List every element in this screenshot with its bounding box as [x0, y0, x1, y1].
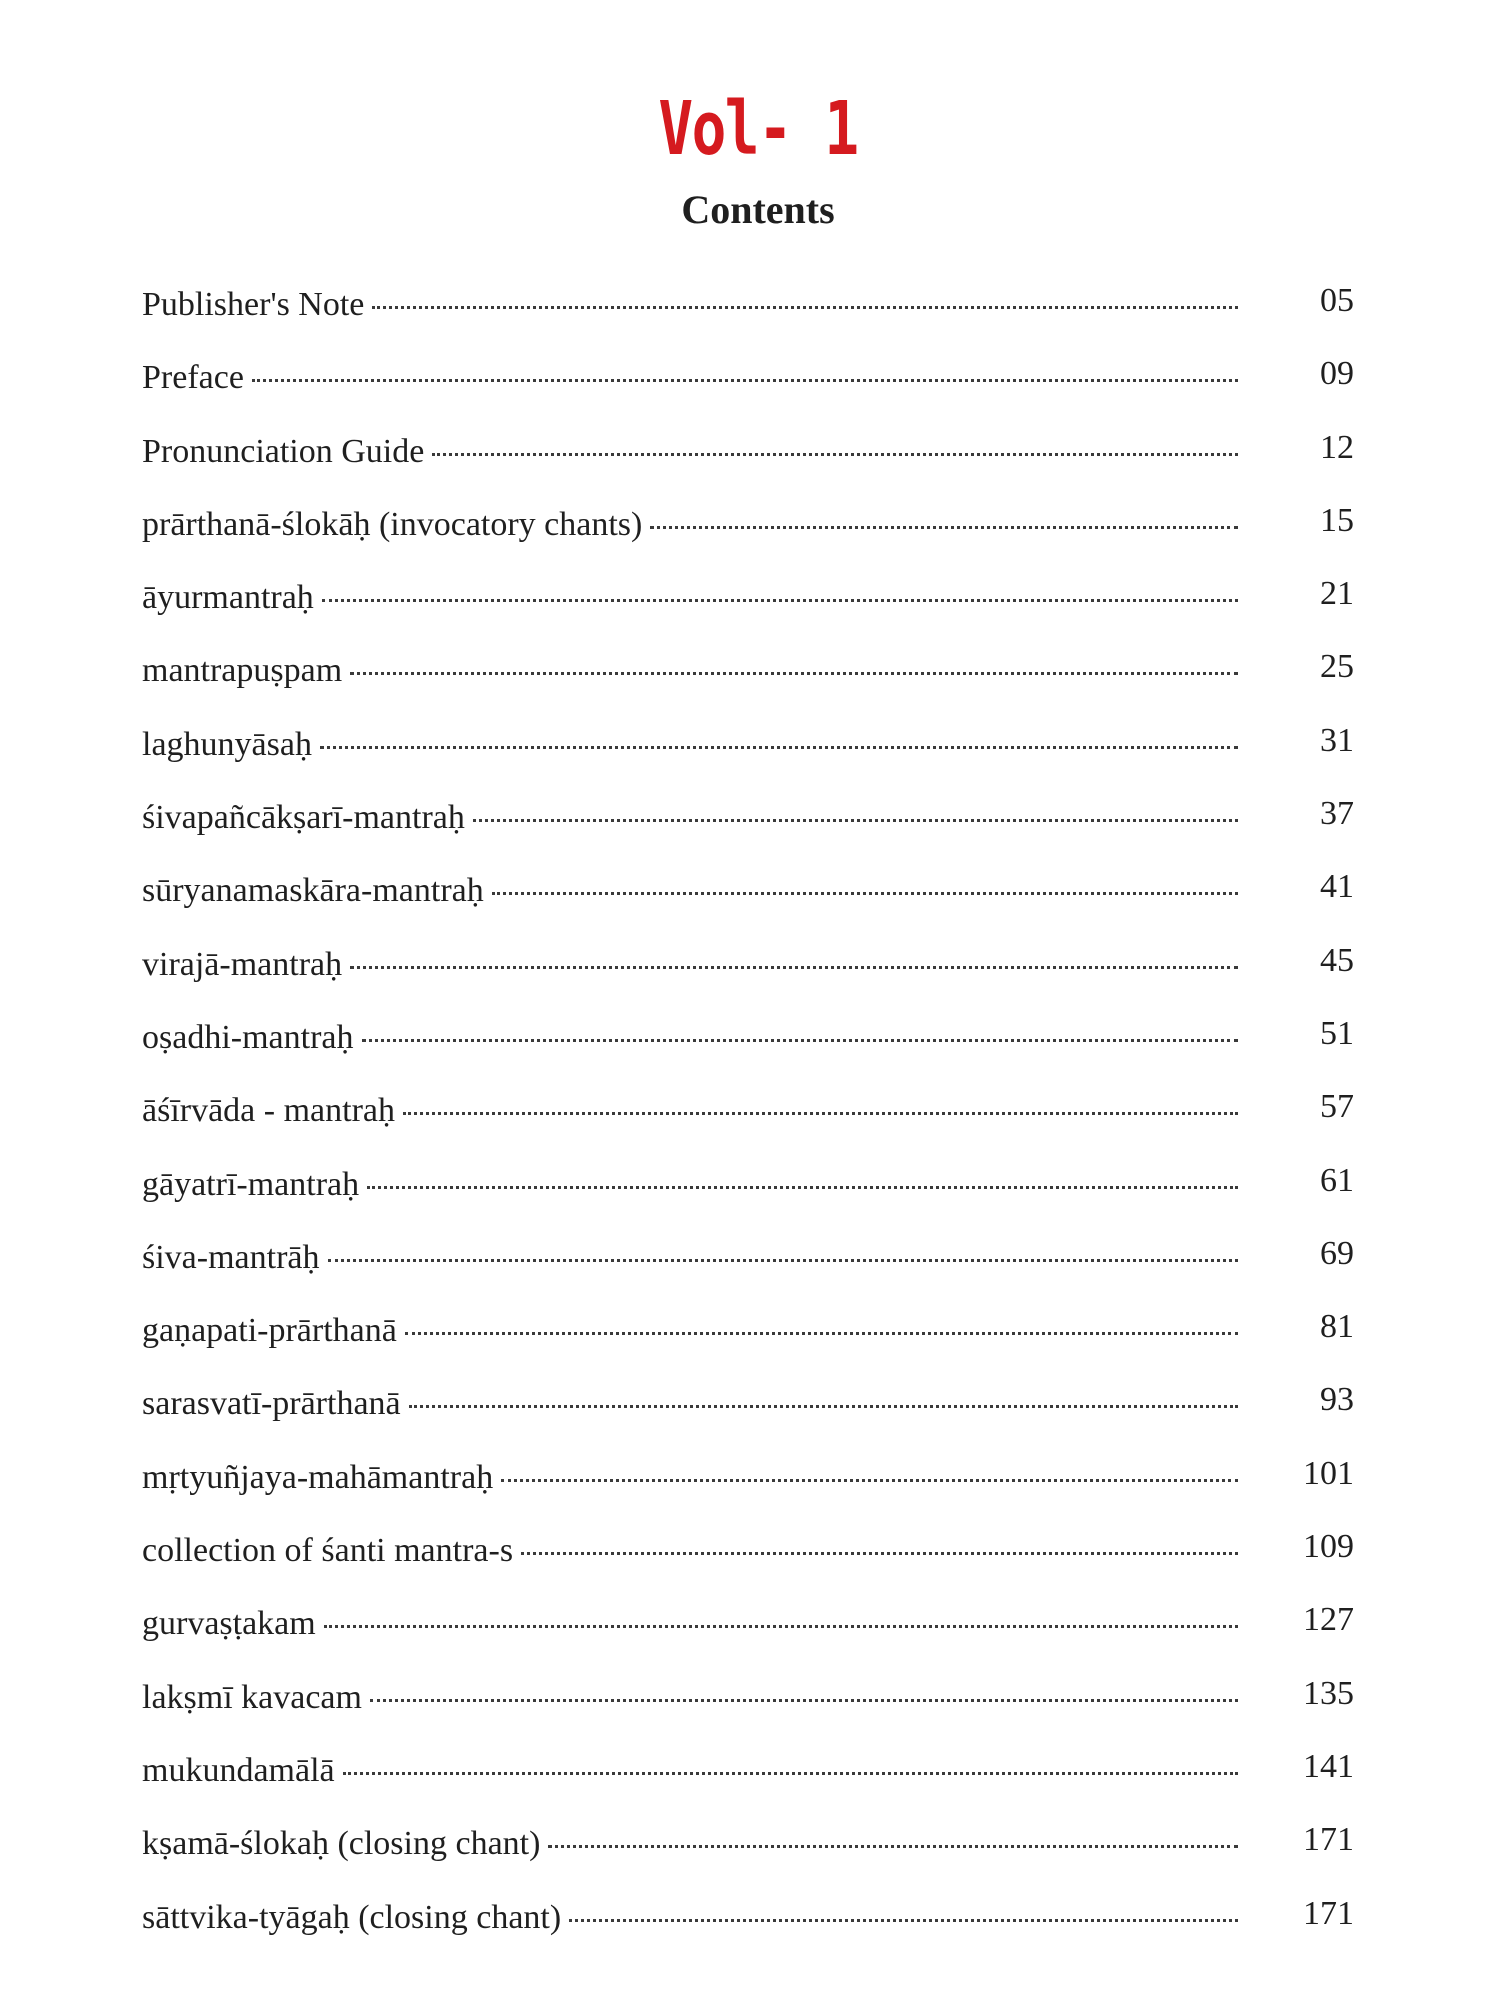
toc-entry [142, 941, 1354, 1019]
toc-entry-page-number: 61 [1320, 1161, 1354, 1199]
toc-entry [142, 1601, 1354, 1678]
toc-entry-title: kṣamā-ślokaḥ (closing chant) [142, 1825, 541, 1863]
toc-entry-title: mukundamālā [142, 1751, 335, 1789]
toc-entry [142, 575, 1354, 652]
toc-entry-title: śivapañcākṣarī-mantraḥ [142, 799, 465, 837]
dot-leader [252, 379, 1238, 382]
toc-entry-title: Pronunciation Guide [142, 432, 425, 470]
toc-entry-page-number: 101 [1303, 1454, 1354, 1492]
dot-leader [350, 966, 1238, 969]
toc-entry-title: mantrapuṣpam [142, 652, 343, 690]
toc-entry [142, 1454, 1354, 1532]
dot-leader [569, 1919, 1238, 1922]
toc-entry [142, 721, 1354, 799]
toc-entry-title: gurvaṣṭakam [142, 1605, 316, 1643]
toc-entry-page-number: 09 [1320, 355, 1354, 393]
volume-title: Vol- 1 [658, 86, 858, 172]
dot-leader [473, 819, 1238, 822]
toc-entry [142, 1234, 1354, 1312]
dot-leader [501, 1479, 1238, 1482]
toc-entry-page-number: 141 [1303, 1747, 1354, 1785]
toc-entry-title: śiva-mantrāḥ [142, 1238, 320, 1276]
toc-entry-title: virajā-mantraḥ [142, 945, 343, 983]
toc-entry-page-number: 05 [1320, 282, 1354, 319]
dot-leader [362, 1039, 1239, 1042]
toc-entry-title: sāttvika-tyāgaḥ (closing chant) [142, 1898, 562, 1936]
toc-entry [142, 1308, 1354, 1385]
toc-entry-page-number: 45 [1320, 941, 1354, 979]
toc-entry-title: gaṇapati-prārthanā [142, 1312, 397, 1350]
toc-entry-title: oṣadhi-mantraḥ [142, 1018, 354, 1056]
toc-entry-page-number: 21 [1320, 575, 1354, 613]
dot-leader [320, 746, 1238, 749]
toc-entry-title: laghunyāsaḥ [142, 725, 312, 763]
toc-entry-page-number: 69 [1320, 1234, 1354, 1272]
toc-entry-title: sūryanamaskāra-mantraḥ [142, 872, 484, 910]
toc-entry-page-number: 15 [1320, 501, 1354, 539]
dot-leader [370, 1699, 1238, 1702]
toc-entry-title: Preface [142, 359, 244, 397]
toc-entry-page-number: 12 [1320, 428, 1354, 466]
toc-entry [142, 501, 1354, 579]
toc-entry-page-number: 135 [1303, 1674, 1354, 1712]
toc-entry-page-number: 25 [1320, 648, 1354, 686]
dot-leader [403, 1112, 1238, 1115]
dot-leader [324, 1625, 1238, 1628]
toc-entry-title: collection of śanti mantra-s [142, 1532, 514, 1570]
toc-entry-page-number: 57 [1320, 1088, 1354, 1126]
toc-entry-title: āśīrvāda - mantraḥ [142, 1092, 395, 1130]
toc-entry-title: sarasvatī-prārthanā [142, 1385, 401, 1423]
toc-entry-page-number: 109 [1303, 1528, 1354, 1566]
toc-entry [142, 1014, 1354, 1092]
toc-entry [142, 1894, 1354, 1972]
toc-entry-page-number: 93 [1320, 1381, 1354, 1419]
dot-leader [367, 1186, 1238, 1189]
dot-leader [350, 672, 1238, 675]
toc-entry [142, 1674, 1354, 1752]
toc-entry-title: Publisher's Note [142, 286, 365, 323]
dot-leader [322, 599, 1238, 602]
dot-leader [548, 1845, 1238, 1848]
toc-entry-page-number: 31 [1320, 721, 1354, 759]
toc-entry [142, 1088, 1354, 1165]
toc-entry [142, 648, 1354, 725]
toc-entry-title: mṛtyuñjaya-mahāmantraḥ [142, 1458, 494, 1496]
toc-entry-page-number: 81 [1320, 1308, 1354, 1346]
table-of-contents [142, 282, 1354, 1972]
contents-heading: Contents [681, 187, 835, 232]
toc-entry-title: lakṣmī kavacam [142, 1678, 362, 1716]
toc-entry [142, 795, 1354, 872]
toc-entry [142, 282, 1354, 359]
toc-entry-page-number: 127 [1303, 1601, 1354, 1639]
toc-entry-title: prārthanā-ślokāḥ (invocatory chants) [142, 505, 643, 543]
dot-leader [405, 1332, 1238, 1335]
toc-entry-page-number: 51 [1320, 1014, 1354, 1052]
toc-entry-page-number: 171 [1303, 1894, 1354, 1932]
toc-entry-title: āyurmantraḥ [142, 579, 314, 617]
dot-leader [343, 1772, 1238, 1775]
dot-leader [492, 892, 1238, 895]
toc-entry-page-number: 41 [1320, 868, 1354, 906]
toc-entry [142, 868, 1354, 945]
toc-entry [142, 1821, 1354, 1898]
dot-leader [650, 526, 1238, 529]
toc-entry-page-number: 171 [1303, 1821, 1354, 1859]
toc-entry [142, 428, 1354, 506]
dot-leader [521, 1552, 1238, 1555]
dot-leader [372, 306, 1238, 309]
toc-entry [142, 1381, 1354, 1458]
toc-entry-title: gāyatrī-mantraḥ [142, 1165, 360, 1203]
toc-entry [142, 1747, 1354, 1825]
toc-entry [142, 355, 1354, 432]
toc-entry [142, 1528, 1354, 1605]
toc-entry-page-number: 37 [1320, 795, 1354, 833]
dot-leader [328, 1259, 1239, 1262]
toc-entry [142, 1161, 1354, 1239]
dot-leader [432, 453, 1238, 456]
dot-leader [409, 1405, 1238, 1408]
